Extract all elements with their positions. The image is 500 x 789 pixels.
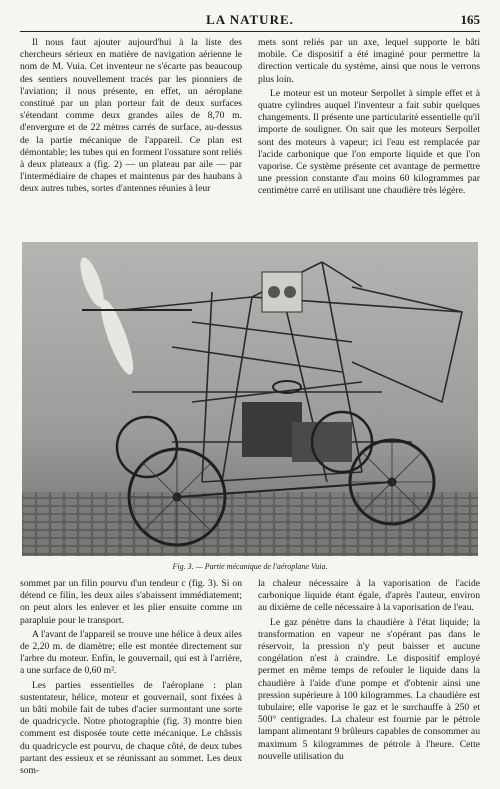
page-number: 165 bbox=[460, 12, 480, 27]
column-right-bottom bbox=[258, 578, 480, 778]
paragraph: Le moteur est un moteur Serpollet à simple effet et à quatre cylindres auquel l'inventeur a fait subir quelques changements. Il présente une particularité essentielle qu'il importe de souligner. On sait que les moteurs Serpollet sont des moteurs à vapeur; ici l'eau est remplacée par l'acide carbonique que l'on emporte liquide et que l'on vaporise. Ce système présente cet avantage de permettre une pression constante d'au moins 60 kilogrammes par centimètre carré en utilisant une chaudière très légère. bbox=[258, 87, 480, 197]
journal-title: LA NATURE. bbox=[206, 12, 294, 27]
aeroplane-illustration bbox=[22, 242, 478, 556]
paragraph: Les parties essentielles de l'aéroplane : plan sustentateur, hélice, moteur et gouvernail, sont fixées à un bâti mobile fait de tubes d'acier surmontant une sorte de quadricycle. Notre photographie (fig. 3) montre bien comment est disposée toute cette mécanique. Le châssis du quadricycle est pourvu, de chaque côté, de deux tubes partant des essieux et se réunissant au sommet. Les deux som- bbox=[20, 679, 242, 777]
paragraph: sommet par un filin pourvu d'un tendeur c (fig. 3). Si on détend ce filin, les deux ailes s'abaissent immédiatement; on peut alors les enlever et les plier ensuite comme un parapluie pour le transport. bbox=[20, 578, 242, 626]
paragraph: Il nous faut ajouter aujourd'hui à la liste des chercheurs sérieux en matière de navigation aérienne le nom de M. Vuia. Cet inventeur ne s'écarte pas beaucoup des sentiers nouvellement tracés par les pionniers de l'aviation; il nous présente, en effet, un aéroplane constitué par un plan porteur fait de deux surfaces s'étendant comme deux grandes ailes de 8,70 m. d'envergure et de 22 mètres carrés de surface, au-dessus de la partie mécanique de l'appareil. Ce plan est démontable; les tubes qui en forment l'ossature sont reliés à deux plateaux a (fig. 2) — un plateau par aile — par l'intermédiaire de chapes et maintenus par des haubans à deux autres tubes, sortes d'antennes réunies à leur bbox=[20, 37, 242, 195]
paragraph: la chaleur nécessaire à la vaporisation de l'acide carbonique liquide étant égale, d'après l'auteur, environ au dixième de celle nécessaire à la vaporisation de l'eau. bbox=[258, 578, 480, 614]
page-header bbox=[20, 10, 480, 30]
aeroplane-photograph bbox=[22, 242, 478, 556]
paragraph: Le gaz pénètre dans la chaudière à l'état liquide; la transformation en vapeur ne s'opérant pas dans le réservoir, la pression n'y peut baisser et aucune congélation n'est à craindre. Le dispositif employé permet en même temps de refouler le liquide dans la chaudière à l'aide d'une pompe et d'obtenir ainsi une pression supérieure à 100 kilogrammes. La chaudière est tubulaire; elle vaporise le gaz et le surchauffe à 250 et 500° centigrades. La chaleur est fournie par le pétrole lampant alimentant 9 brûleurs capables de consommer au maximum 5 kilogrammes de pétrole à l'heure. Cette nouvelle utilisation du bbox=[258, 616, 480, 762]
header-rule bbox=[20, 31, 480, 32]
column-left-top bbox=[20, 37, 242, 242]
paragraph: mets sont reliés par un axe, lequel supporte le bâti mobile. Ce dispositif a été imaginé pour permettre la direction verticale du système, ainsi que nous le verrons plus loin. bbox=[258, 37, 480, 85]
paragraph: A l'avant de l'appareil se trouve une hélice à deux ailes de 2,20 m. de diamètre; elle est montée directement sur l'arbre du moteur. Enfin, le gouvernail, qui est à l'arrière, a une surface de 0,60 m². bbox=[20, 628, 242, 677]
page bbox=[20, 10, 480, 780]
column-right-top bbox=[258, 37, 480, 242]
figure-caption: Fig. 3. — Partie mécanique de l'aéroplane Vuia. bbox=[172, 562, 328, 571]
column-left-bottom bbox=[20, 578, 242, 778]
